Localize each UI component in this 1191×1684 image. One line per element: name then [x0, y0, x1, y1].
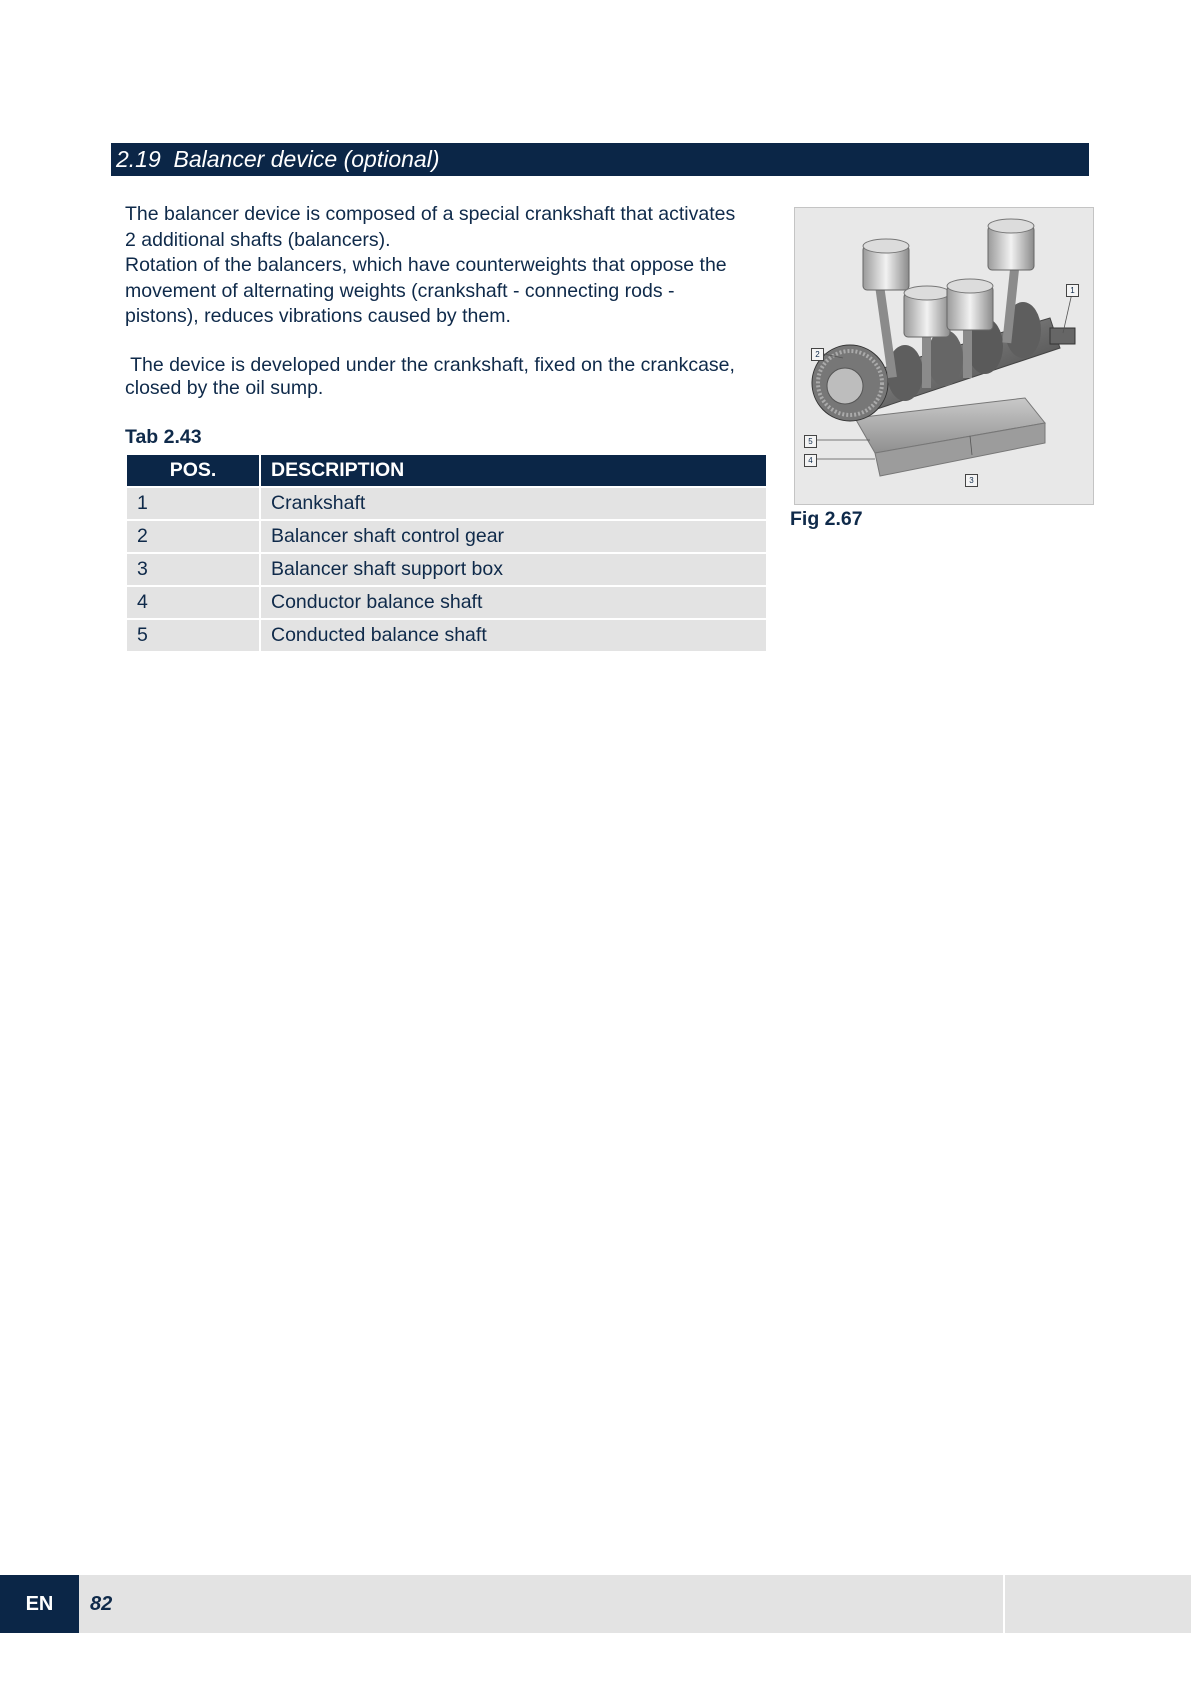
cell-pos: 3 [127, 554, 259, 585]
text-line: The device is developed under the crankshaft, fixed on the crankcase, [125, 354, 735, 376]
cell-description: Crankshaft [261, 488, 766, 519]
section-number: 2.19 [116, 146, 161, 172]
callout-5: 5 [804, 435, 817, 448]
text-line: The balancer device is composed of a special crankshaft that activates [125, 203, 736, 225]
callout-3: 3 [965, 474, 978, 487]
text-line: closed by the oil sump. [125, 377, 324, 399]
table-header-row [127, 455, 766, 486]
language-badge: EN [0, 1575, 79, 1633]
section-header [111, 143, 1089, 176]
table-row [127, 620, 766, 651]
crankshaft-balancer-figure [794, 207, 1094, 505]
page-number: 82 [90, 1593, 113, 1615]
table-row [127, 521, 766, 552]
table-caption: Tab 2.43 [125, 426, 202, 448]
header-description: DESCRIPTION [261, 455, 766, 486]
cell-pos: 1 [127, 488, 259, 519]
cell-description: Conducted balance shaft [261, 620, 766, 651]
figure-caption: Fig 2.67 [790, 508, 863, 530]
cell-description: Balancer shaft support box [261, 554, 766, 585]
callout-4: 4 [804, 454, 817, 467]
text-line: 2 additional shafts (balancers). [125, 228, 391, 251]
cell-pos: 4 [127, 587, 259, 618]
cell-description: Conductor balance shaft [261, 587, 766, 618]
text-line: movement of alternating weights (crankshaft - connecting rods - [125, 279, 675, 302]
section-title [116, 143, 439, 176]
table-row [127, 587, 766, 618]
table-row [127, 554, 766, 585]
callout-2: 2 [811, 348, 824, 361]
page-footer [0, 1575, 1191, 1633]
paragraph-location [125, 354, 765, 400]
cell-description: Balancer shaft control gear [261, 521, 766, 552]
cell-pos: 5 [127, 620, 259, 651]
cell-pos: 2 [127, 521, 259, 552]
text-line: Rotation of the balancers, which have counterweights that oppose the [125, 254, 727, 276]
header-pos: POS. [127, 455, 259, 486]
section-title-text: Balancer device (optional) [173, 146, 440, 172]
footer-divider [1003, 1575, 1005, 1633]
callout-1: 1 [1066, 284, 1079, 297]
paragraph-intro [125, 202, 765, 330]
engine-illustration [795, 208, 1093, 504]
text-line: pistons), reduces vibrations caused by them. [125, 305, 511, 327]
components-table [125, 453, 768, 653]
table-row [127, 488, 766, 519]
